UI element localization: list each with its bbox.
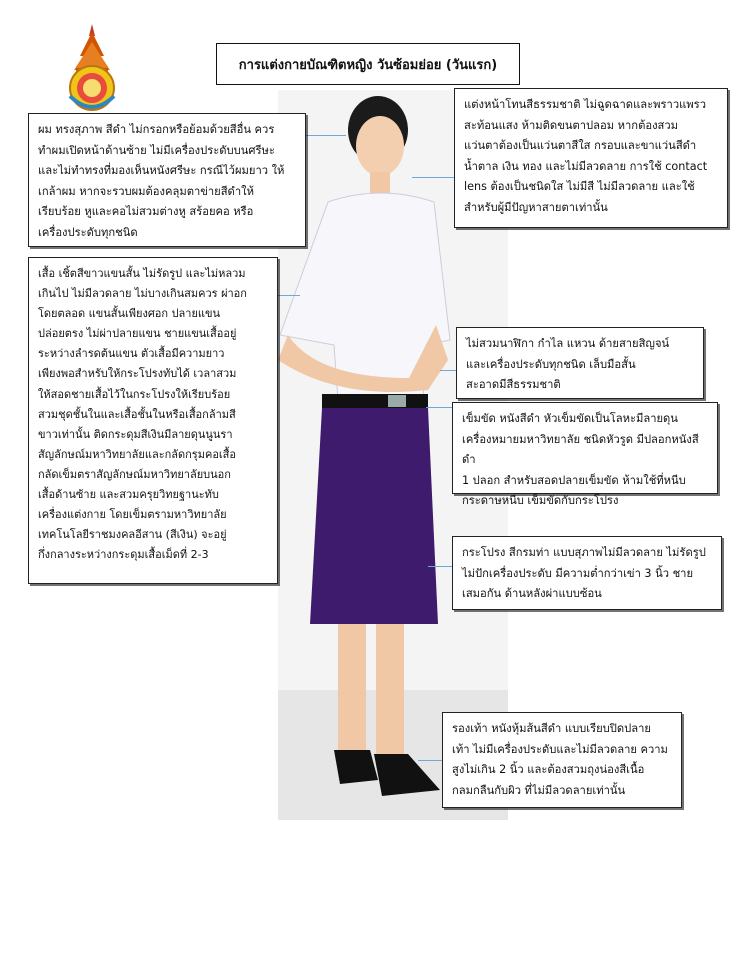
makeup-note: แต่งหน้าโทนสีธรรมชาติ ไม่ฉูดฉาดและพราวแพรว สะท้อนแสง ห้ามติดขนตาปลอม หากต้องสวม แว่นตาต้องเป็นแว่นตาสีใส กรอบและขาแว่นสีดำ น้ำตาล เงิน ทอง และไม่มีลวดลาย การใช้ contact lens ต้องเป็นชนิดใส ไม่มีสี ไม่มีลวดลาย และใช้ สำหรับผู้มีปัญหาสายตาเท่านั้น	[454, 88, 728, 228]
connector-makeup	[412, 177, 454, 178]
connector-shoes	[418, 760, 442, 761]
connector-hair	[306, 135, 346, 136]
connector-shirt	[278, 295, 300, 296]
university-logo	[64, 22, 120, 114]
connector-belt	[426, 407, 452, 408]
skirt-note: กระโปรง สีกรมท่า แบบสุภาพไม่มีลวดลาย ไม่รัดรูป ไม่ปักเครื่องประดับ มีความต่ำกว่าเข่า 3 นิ้ว ชาย เสมอกัน ด้านหลังผ่าแบบซ้อน	[452, 536, 722, 610]
accessories-note: ไม่สวมนาฬิกา กำไล แหวน ด้ายสายสิญจน์ และเครื่องประดับทุกชนิด เล็บมือสั้น สะอาดมีสีธรรมชาติ	[456, 327, 704, 399]
connector-accessories	[440, 370, 456, 371]
hair-note: ผม ทรงสุภาพ สีดำ ไม่กรอกหรือย้อมด้วยสีอื่น ควร ทำผมเปิดหน้าด้านซ้าย ไม่มีเครื่องประดับบนศรีษะ และไม่ทำทรงที่มองเห็นหนังศรีษะ กรณีไว้ผมยาว ให้ เกล้าผม หากจะรวบผมต้องคลุมตาข่ายสีดำให้ เรียบร้อย หูและคอไม่สวมต่างหู สร้อยคอ หรือ เครื่องประดับทุกชนิด	[28, 113, 306, 247]
shoes-note: รองเท้า หนังหุ้มส้นสีดำ แบบเรียบปิดปลาย เท้า ไม่มีเครื่องประดับและไม่มีลวดลาย ความ สูงไม่เกิน 2 นิ้ว และต้องสวมถุงน่องสีเนื้อ กลมกลืนกับผิว ที่ไม่มีลวดลายเท่านั้น	[442, 712, 682, 808]
shirt-note: เสื้อ เชิ้ตสีขาวแขนสั้น ไม่รัดรูป และไม่หลวม เกินไป ไม่มีลวดลาย ไม่บางเกินสมควร ผ่าอก โดยตลอด แขนสั้นเพียงศอก ปลายแขน ปล่อยตรง ไม่ผ่าปลายแขน ชายแขนเสื้ออยู่ ระหว่างลำรดต้นแขน ตัวเสื้อมีความยาว เพียงพอสำหรับให้กระโปรงทับได้ เวลาสวม ให้สอดชายเสื้อไว้ในกระโปรงให้เรียบร้อย สวมชุดชั้นในและเสื้อชั้นในหรือเสื้อกล้ามสี ขาวเท่านั้น ติดกระดุมสีเงินมีลายดุนนูนรา สัญลักษณ์มหาวิทยาลัยและกลัดกรุมคอเสื้อ กลัดเข็มตราสัญลักษณ์มหาวิทยาลัยบนอก เสื้อด้านซ้าย และสวมครุยวิทยฐานะทับ เครื่องแต่งกาย โดยเข็มตรามหาวิทยาลัย เทคโนโลยีราชมงคลอีสาน (สีเงิน) จะอยู่ กึ่งกลางระหว่างกระดุมเสื้อเม็ดที่ 2-3	[28, 257, 278, 584]
connector-skirt	[428, 566, 452, 567]
page-title: การแต่งกายบัณฑิตหญิง วันซ้อมย่อย (วันแรก)	[216, 43, 520, 85]
belt-note: เข็มขัด หนังสีดำ หัวเข็มขัดเป็นโลหะมีลายดุน เครื่องหมายมหาวิทยาลัย ชนิดหัวรูด มีปลอกหนังสีดำ 1 ปลอก สำหรับสอดปลายเข็มขัด ห้ามใช้ที่หนีบ กระดาษหนีบ เข็มขัดกับกระโปรง	[452, 402, 718, 494]
